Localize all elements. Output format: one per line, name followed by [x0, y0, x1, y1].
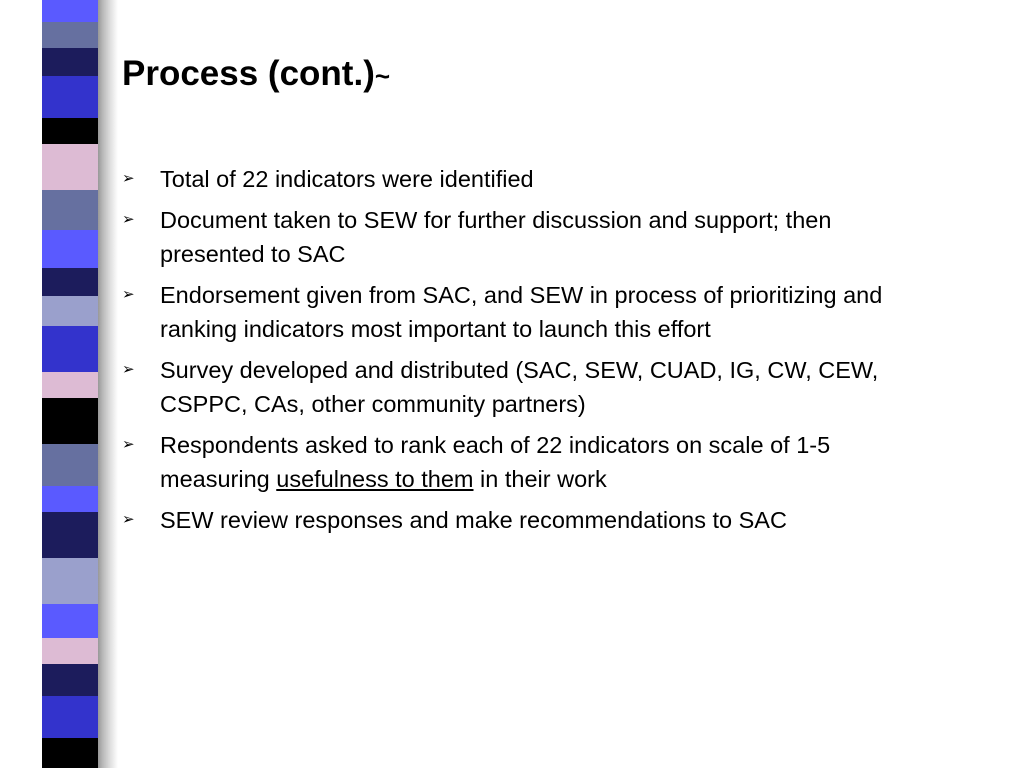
- slide-title-tilde: ~: [374, 61, 391, 91]
- stripe-band: [42, 638, 98, 664]
- bullet-item: [122, 203, 942, 271]
- bullet-text: Endorsement given from SAC, and SEW in process of prioritizing and ranking indicators most important to launch this effort: [160, 282, 883, 342]
- bullet-item: [122, 162, 942, 196]
- bullet-text-start: Respondents asked to rank each of 22 indicators on scale of 1-5 measuring: [160, 432, 831, 492]
- stripe-band: [42, 558, 98, 604]
- stripe-band: [42, 22, 98, 48]
- bullet-text: Survey developed and distributed (SAC, SEW, CUAD, IG, CW, CEW, CSPPC, CAs, other community partners): [160, 357, 879, 417]
- arrow-bullet-icon: ➢: [122, 436, 135, 453]
- stripe-band: [42, 118, 98, 144]
- bullet-item: [122, 428, 942, 496]
- bullet-item: [122, 503, 942, 537]
- bullet-item: [122, 353, 942, 421]
- arrow-bullet-icon: ➢: [122, 361, 135, 378]
- underlined-phrase: usefulness to them: [276, 466, 474, 492]
- stripe-band: [42, 268, 98, 296]
- stripe-band: [42, 190, 98, 230]
- stripe-band: [42, 48, 98, 76]
- stripe-band: [42, 486, 98, 512]
- decorative-stripe-shadow: [96, 0, 118, 768]
- stripe-band: [42, 738, 98, 768]
- stripe-band: [42, 372, 98, 398]
- stripe-band: [42, 444, 98, 486]
- stripe-band: [42, 76, 98, 118]
- stripe-band: [42, 604, 98, 638]
- bullet-text-end: in their work: [473, 466, 607, 492]
- arrow-bullet-icon: ➢: [122, 511, 135, 528]
- stripe-band: [42, 512, 98, 558]
- stripe-band: [42, 664, 98, 696]
- bullet-item: [122, 278, 942, 346]
- stripe-band: [42, 144, 98, 190]
- arrow-bullet-icon: ➢: [122, 170, 135, 187]
- bullet-list: [122, 162, 942, 544]
- stripe-band: [42, 696, 98, 738]
- stripe-left-edge: [36, 0, 42, 768]
- arrow-bullet-icon: ➢: [122, 286, 135, 303]
- stripe-band: [42, 230, 98, 268]
- stripe-band: [42, 398, 98, 444]
- slide-title: [122, 53, 390, 97]
- bullet-text: Document taken to SEW for further discussion and support; then presented to SAC: [160, 207, 832, 267]
- stripe-band: [42, 296, 98, 326]
- arrow-bullet-icon: ➢: [122, 211, 135, 228]
- slide-title-text: Process (cont.): [122, 54, 375, 93]
- bullet-text: SEW review responses and make recommendations to SAC: [160, 507, 787, 533]
- stripe-band: [42, 0, 90, 22]
- decorative-stripe: [36, 0, 98, 768]
- stripe-band: [42, 326, 98, 372]
- bullet-text: Total of 22 indicators were identified: [160, 166, 534, 192]
